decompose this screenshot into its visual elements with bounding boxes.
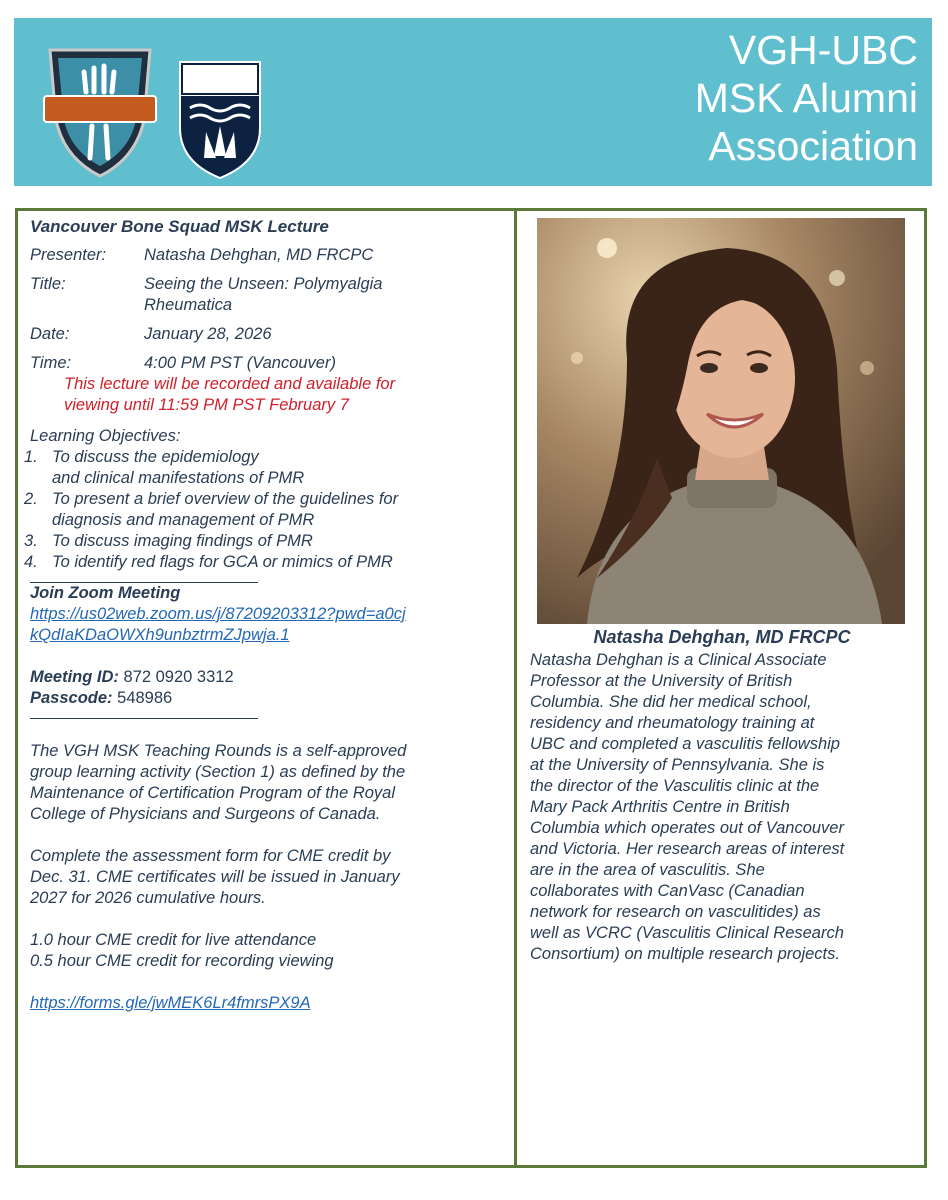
meeting-id <box>30 667 510 688</box>
presenter-photo <box>537 218 905 624</box>
zoom-link-line[interactable]: https://us02web.zoom.us/j/87209203312?pwd=a0cj <box>30 605 406 623</box>
objective-item <box>24 531 510 552</box>
cme-recording-credit: 0.5 hour CME credit for recording viewing <box>30 952 334 970</box>
objective-number: 1. <box>24 448 38 466</box>
presenter-portrait <box>537 218 905 624</box>
title-row <box>30 274 510 316</box>
cme-form-link[interactable]: https://forms.gle/jwMEK6Lr4fmrsPX9A <box>30 994 311 1012</box>
ubc-crest-logo <box>176 58 264 180</box>
lecture-heading: Vancouver Bone Squad MSK Lecture <box>30 217 329 236</box>
time-value: 4:00 PM PST (Vancouver) <box>144 354 336 372</box>
bio-line: Columbia which operates out of Vancouver <box>530 819 844 837</box>
objective-number: 4. <box>24 553 38 571</box>
title-label: Title: <box>30 275 66 293</box>
date-row <box>30 324 510 345</box>
accreditation-line: The VGH MSK Teaching Rounds is a self-approved <box>30 742 407 760</box>
objective-item <box>24 447 510 468</box>
section-rule <box>30 709 258 719</box>
zoom-link-line[interactable]: kQdIaKDaOWXh9unbztrmZJpwja.1 <box>30 626 290 644</box>
date-label: Date: <box>30 325 70 343</box>
accreditation-line: group learning activity (Section 1) as defined by the <box>30 763 406 781</box>
objective-text: To discuss imaging findings of PMR <box>52 532 313 550</box>
association-title-line: MSK Alumni <box>694 75 918 121</box>
bio-line: are in the area of vasculitis. She <box>530 861 765 879</box>
objective-text: To present a brief overview of the guidelines for <box>52 490 399 508</box>
passcode-label: Passcode: <box>30 689 113 707</box>
objective-text: To discuss the epidemiology <box>52 448 259 466</box>
meeting-id-value: 872 0920 3312 <box>123 668 234 686</box>
recording-notice-line: viewing until 11:59 PM PST February 7 <box>64 396 349 414</box>
accreditation-text <box>30 741 510 825</box>
recording-notice <box>64 374 510 416</box>
passcode <box>30 688 510 709</box>
bio-line: well as VCRC (Vasculitis Clinical Research <box>530 924 844 942</box>
cme-line: 2027 for 2026 cumulative hours. <box>30 889 266 907</box>
cme-line: Complete the assessment form for CME credit by <box>30 847 391 865</box>
accreditation-line: Maintenance of Certification Program of the Royal <box>30 784 396 802</box>
time-row <box>30 353 510 374</box>
date-value: January 28, 2026 <box>144 325 272 343</box>
cme-instructions <box>30 846 510 909</box>
zoom-link[interactable] <box>30 604 510 646</box>
passcode-value: 548986 <box>117 689 173 707</box>
presenter-row <box>30 245 510 266</box>
objective-number: 3. <box>24 532 38 550</box>
objective-text: diagnosis and management of PMR <box>52 511 315 529</box>
association-title <box>695 26 918 170</box>
bio-line: Natasha Dehghan is a Clinical Associate <box>530 651 827 669</box>
bio-name: Natasha Dehghan, MD FRCPC <box>593 627 851 647</box>
bio-line: the director of the Vasculitis clinic at the <box>530 777 820 795</box>
section-rule <box>30 573 258 583</box>
bio-line: Consortium) on multiple research projects. <box>530 945 840 963</box>
lecture-details <box>24 216 510 1014</box>
time-label: Time: <box>30 354 72 372</box>
bio-line: at the University of Pennsylvania. She is <box>530 756 825 774</box>
objective-text: To identify red flags for GCA or mimics of PMR <box>52 553 393 571</box>
objective-item-continued <box>24 468 510 489</box>
cme-line: Dec. 31. CME certificates will be issued in January <box>30 868 400 886</box>
bio-line: UBC and completed a vasculitis fellowship <box>530 735 840 753</box>
column-divider <box>514 208 517 1168</box>
objective-item <box>24 489 510 510</box>
presenter-value: Natasha Dehghan, MD FRCPC <box>144 246 374 264</box>
association-title-line: VGH-UBC <box>728 27 918 73</box>
bone-squad-shield-logo <box>36 40 164 180</box>
objective-text: and clinical manifestations of PMR <box>52 469 305 487</box>
bio-line: residency and rheumatology training at <box>530 714 815 732</box>
bio-line: network for research on vasculitides) as <box>530 903 821 921</box>
header-banner <box>14 18 932 186</box>
objective-item-continued <box>24 510 510 531</box>
objective-number: 2. <box>24 490 38 508</box>
cme-live-credit: 1.0 hour CME credit for live attendance <box>30 931 317 949</box>
bio-line: and Victoria. Her research areas of interest <box>530 840 845 858</box>
bio-line: Professor at the University of British <box>530 672 793 690</box>
meeting-id-label: Meeting ID: <box>30 668 119 686</box>
zoom-heading: Join Zoom Meeting <box>30 584 181 602</box>
accreditation-line: College of Physicians and Surgeons of Canada. <box>30 805 381 823</box>
bio-line: Mary Pack Arthritis Centre in British <box>530 798 790 816</box>
association-title-line: Association <box>708 123 918 169</box>
title-value: Seeing the Unseen: Polymyalgia Rheumatica <box>144 275 383 314</box>
presenter-bio <box>530 650 915 965</box>
objectives-title: Learning Objectives: <box>30 427 181 445</box>
presenter-label: Presenter: <box>30 246 107 264</box>
bio-line: Columbia. She did her medical school, <box>530 693 812 711</box>
recording-notice-line: This lecture will be recorded and available for <box>64 375 396 393</box>
objective-item <box>24 552 510 573</box>
bio-line: collaborates with CanVasc (Canadian <box>530 882 805 900</box>
